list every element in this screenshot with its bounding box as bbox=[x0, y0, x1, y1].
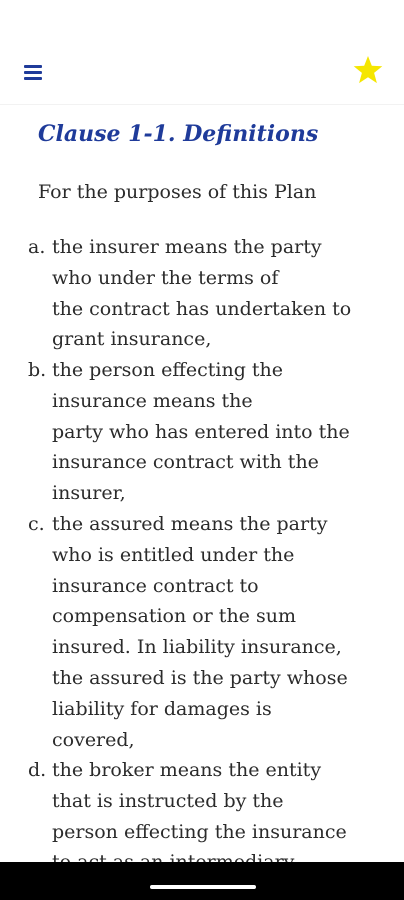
item-line: the person effecting the bbox=[52, 359, 284, 381]
home-indicator[interactable] bbox=[150, 885, 256, 889]
item-line: insurer, bbox=[52, 482, 126, 505]
document-content[interactable] bbox=[0, 105, 404, 862]
menu-line bbox=[24, 65, 42, 68]
item-line: the assured means the party bbox=[52, 513, 328, 535]
item-line: insurance contract to bbox=[52, 574, 259, 597]
item-marker: a. bbox=[28, 236, 46, 258]
item-line: party who has entered into the bbox=[52, 420, 350, 443]
item-line: covered, bbox=[52, 728, 135, 751]
clause-title: Clause 1-1. Definitions bbox=[38, 121, 319, 147]
item-line: the insurer means the party bbox=[52, 236, 322, 258]
item-line: liability for damages is bbox=[52, 697, 272, 720]
star-icon[interactable] bbox=[352, 54, 384, 86]
item-line: the contract has undertaken to bbox=[52, 297, 352, 320]
item-marker: c. bbox=[28, 513, 45, 535]
menu-line bbox=[24, 77, 42, 80]
item-line: person effecting the insurance bbox=[52, 820, 347, 843]
item-marker: d. bbox=[28, 759, 47, 781]
clause-intro: For the purposes of this Plan bbox=[38, 181, 317, 203]
item-text bbox=[52, 355, 392, 509]
menu-line bbox=[24, 71, 42, 74]
item-line: who is entitled under the bbox=[52, 543, 295, 566]
status-bar bbox=[0, 0, 404, 40]
item-line: grant insurance, bbox=[52, 328, 212, 351]
item-line: insurance means the bbox=[52, 389, 253, 412]
app-bar bbox=[0, 40, 404, 105]
item-line: that is instructed by the bbox=[52, 789, 284, 812]
hamburger-menu-icon[interactable] bbox=[24, 64, 44, 82]
item-line: compensation or the sum bbox=[52, 605, 296, 628]
item-line: the broker means the entity bbox=[52, 759, 322, 781]
item-text bbox=[52, 509, 392, 755]
item-marker: b. bbox=[28, 359, 47, 381]
item-line: the assured is the party whose bbox=[52, 666, 348, 689]
item-text bbox=[52, 755, 392, 878]
item-text bbox=[52, 232, 392, 355]
item-line: insured. In liability insurance, bbox=[52, 636, 342, 659]
system-navigation-bar bbox=[0, 862, 404, 900]
item-line: who under the terms of bbox=[52, 266, 279, 289]
item-line: insurance contract with the bbox=[52, 451, 319, 474]
